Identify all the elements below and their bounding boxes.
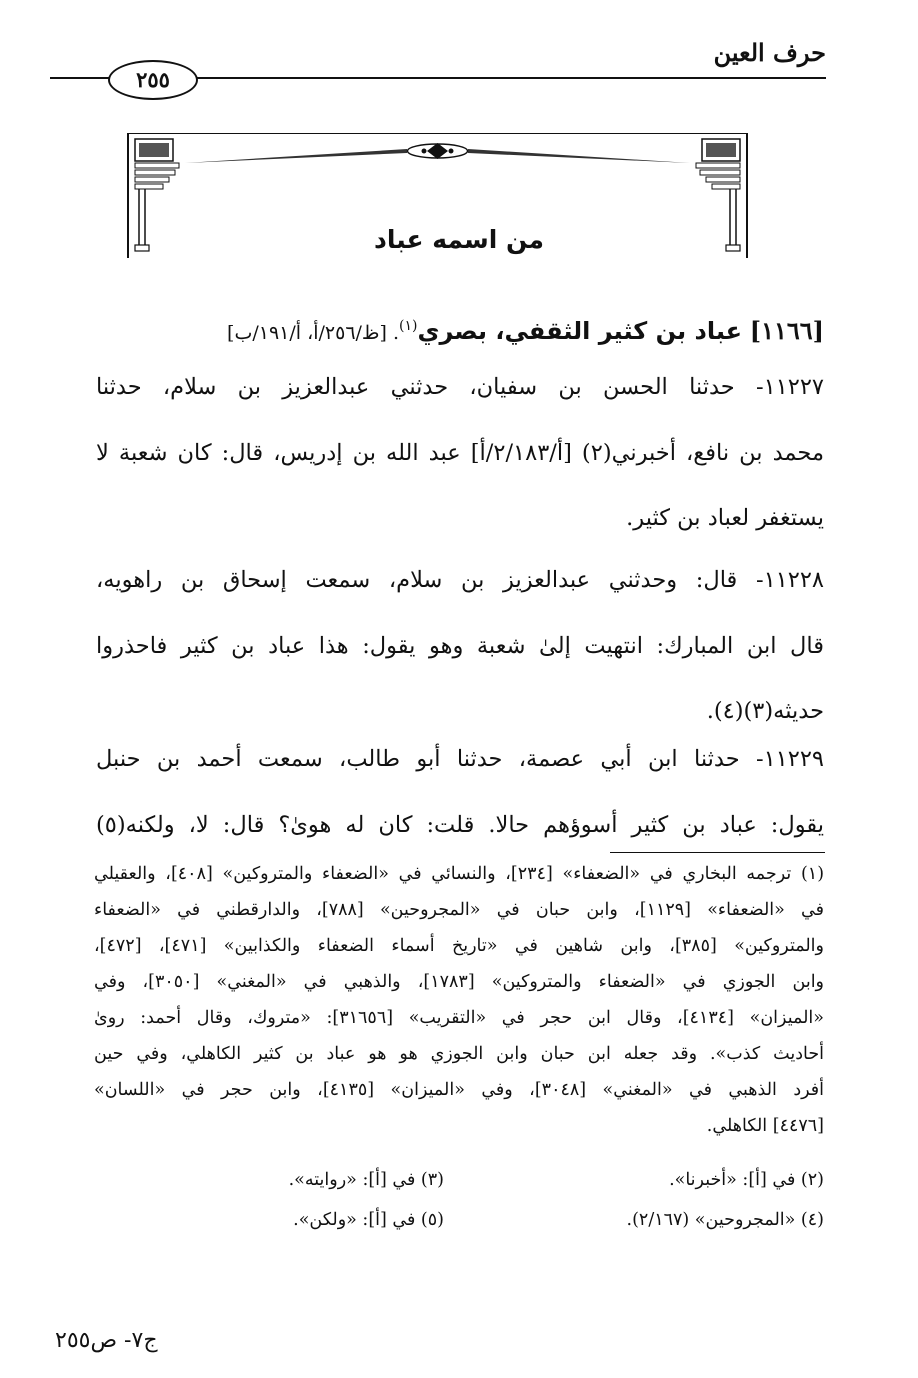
manuscript-refs: . [ظ/٢٥٦/أ، أ/١٩١/ب]: [227, 322, 399, 344]
footnote-5: (٥) في [أ]: «ولكن».: [293, 1210, 444, 1230]
footnote-ref: (١): [399, 318, 418, 334]
paragraph-line: ١١٢٢٨- قال: وحدثني عبدالعزيز بن سلام، سمعت إسحاق بن راهويه،: [96, 567, 824, 593]
footnote-separator: [610, 852, 825, 853]
footnote-line: أحاديث كذب». وقد جعله ابن حبان وابن الجوزي هو هو عباد بن كثير الكاهلي، وفي حين: [94, 1044, 824, 1064]
hadith-paragraph: [96, 727, 824, 858]
volume-page-footer: ج٧- ص٢٥٥: [55, 1328, 158, 1353]
paragraph-line: محمد بن نافع، أخبرني(٢) [أ/٢/١٨٣/أ] عبد الله بن إدريس، قال: كان شعبة لا: [96, 439, 824, 466]
biography-heading: [227, 316, 824, 345]
paragraph-line: حديثه(٣)(٤).: [706, 698, 824, 724]
footnote-line: في «الضعفاء» [١١٢٩]، وابن حبان في «المجروحين» [٧٨٨]، والدارقطني في «الضعفاء: [94, 900, 825, 920]
footnote-1: [94, 856, 824, 1144]
hadith-paragraph: [96, 355, 824, 552]
paragraph-line: ١١٢٢٧- حدثنا الحسن بن سفيان، حدثني عبدالعزيز بن سلام، حدثنا: [96, 374, 824, 400]
footnote-2: (٢) في [أ]: «أخبرنا».: [669, 1170, 824, 1190]
chapter-heading: من اسمه عباد: [374, 225, 544, 254]
paragraph-line: يستغفر لعباد بن كثير.: [626, 505, 824, 531]
hadith-paragraph: [96, 548, 824, 745]
paragraph-line: يقول: عباد بن كثير أسوؤهم حالا. قلت: كان له هوىٰ؟ قال: لا، ولكنه(٥): [96, 811, 824, 838]
footnote-line: والمتروكين» [٣٨٥]، وابن شاهين في «تاريخ أسماء الضعفاء والكذابين» [٤٧١]، [٤٧٢]،: [94, 936, 824, 956]
paragraph-line: قال ابن المبارك: انتهيت إلىٰ شعبة وهو يقول: هذا عباد بن كثير فاحذروا: [96, 632, 824, 659]
footnote-3: (٣) في [أ]: «روايته».: [288, 1170, 444, 1190]
biography-name: عباد بن كثير الثقفي، بصري: [417, 317, 743, 345]
footnote-line: (١) ترجمه البخاري في «الضعفاء» [٢٣٤]، والنسائي في «الضعفاء والمتروكين» [٤٠٨]، والعقيلي: [94, 864, 825, 884]
footnote-row: [94, 1162, 824, 1198]
footnote-4: (٤) «المجروحين» (٢/١٦٧).: [626, 1210, 824, 1230]
paragraph-line: ١١٢٢٩- حدثنا ابن أبي عصمة، حدثنا أبو طالب، سمعت أحمد بن حنبل: [96, 746, 824, 772]
biography-number: [١١٦٦]: [749, 316, 824, 345]
page-number: ٢٥٥: [108, 60, 198, 100]
footnote-line: وابن الجوزي في «الضعفاء والمتروكين» [١٧٨٣]، والذهبي في «المغني» [٣٠٥٠]، وفي: [94, 972, 825, 992]
running-title: حرف العين: [713, 38, 826, 67]
footnote-row: [94, 1202, 824, 1238]
footnote-line: [٤٤٧٦] الكاهلي.: [706, 1116, 824, 1136]
footnote-line: «الميزان» [٤١٣٤]، وقال ابن حجر في «التقريب» [٣١٦٥٦]: «متروك، وقال أحمد: روىٰ: [94, 1008, 824, 1028]
footnote-line: أفرد الذهبي في «المغني» [٣٠٤٨]، وفي «الميزان» [٤١٣٥]، وابن حجر في «اللسان»: [94, 1080, 824, 1100]
